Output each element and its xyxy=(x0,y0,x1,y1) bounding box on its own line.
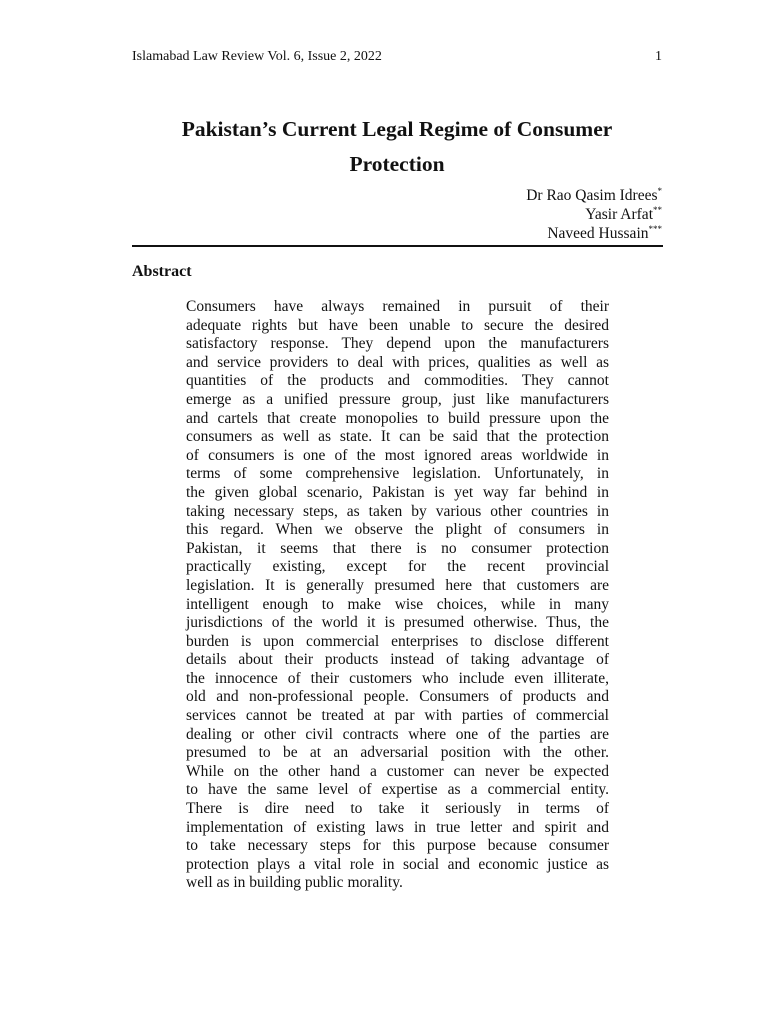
abstract-line: protection plays a vital role in social and economic justice as xyxy=(186,855,609,873)
abstract-line: to take necessary steps for this purpose because consumer xyxy=(186,837,609,855)
author xyxy=(526,205,662,224)
abstract-line: well as in building public morality. xyxy=(186,874,403,892)
abstract-line: Pakistan, it seems that there is no consumer protection xyxy=(186,539,609,557)
abstract-line: intelligent enough to make wise choices, while in many xyxy=(186,595,609,613)
abstract-line: legislation. It is generally presumed here that customers are xyxy=(186,576,609,594)
abstract-line: consumers as well as state. It can be said that the protection xyxy=(186,428,609,446)
author xyxy=(526,224,662,243)
abstract-line: presumed to be at an adversarial position with the other. xyxy=(186,744,609,762)
author-footnote-mark: ** xyxy=(653,205,662,215)
abstract-body xyxy=(186,298,609,893)
paper-title-line-1: Pakistan’s Current Legal Regime of Consumer xyxy=(181,117,613,141)
abstract-line: There is dire need to take it seriously in terms of xyxy=(186,800,609,818)
abstract-line: old and non-professional people. Consumers of products and xyxy=(186,688,609,706)
abstract-line: jurisdictions of the world it is presumed otherwise. Thus, the xyxy=(186,614,609,632)
abstract-line: quantities of the products and commodities. They cannot xyxy=(186,372,609,390)
abstract-heading: Abstract xyxy=(132,263,192,280)
journal-citation: Islamabad Law Review Vol. 6, Issue 2, 2022 xyxy=(132,49,382,64)
running-header xyxy=(132,48,662,66)
abstract-line: dealing or other civil contracts where one of the parties are xyxy=(186,725,609,743)
abstract-line: and service providers to deal with prices, qualities as well as xyxy=(186,353,609,371)
abstract-line: the innocence of their customers who include even illiterate, xyxy=(186,669,609,687)
abstract-line: emerge as a unified pressure group, just like manufacturers xyxy=(186,390,609,408)
author xyxy=(526,186,662,205)
abstract-line: Consumers have always remained in pursuit of their xyxy=(186,298,609,315)
abstract-line: terms of some comprehensive legislation. Unfortunately, in xyxy=(186,465,609,483)
abstract-line: implementation of existing laws in true letter and spirit and xyxy=(186,818,609,836)
author-footnote-mark: *** xyxy=(648,224,662,234)
author-footnote-mark: * xyxy=(657,186,662,196)
author-name: Yasir Arfat xyxy=(585,206,653,223)
paper-title xyxy=(132,112,662,182)
author-name: Dr Rao Qasim Idrees xyxy=(526,187,658,204)
abstract-line: services cannot be treated at par with parties of commercial xyxy=(186,707,609,725)
abstract-line: practically existing, except for the recent provincial xyxy=(186,558,609,576)
abstract-line: adequate rights but have been unable to secure the desired xyxy=(186,316,609,334)
abstract-line: satisfactory response. They depend upon the manufacturers xyxy=(186,335,609,353)
paper-title-line-2: Protection xyxy=(349,152,445,176)
abstract-line: of consumers is one of the most ignored areas worldwide in xyxy=(186,446,609,464)
abstract-line: details about their products instead of taking advantage of xyxy=(186,651,609,669)
author-name: Naveed Hussain xyxy=(547,225,649,242)
abstract-line: this regard. When we observe the plight of consumers in xyxy=(186,521,609,539)
abstract-line: to have the same level of expertise as a commercial entity. xyxy=(186,781,609,799)
horizontal-rule xyxy=(132,245,663,247)
abstract-line: the given global scenario, Pakistan is yet way far behind in xyxy=(186,483,609,501)
abstract-line: taking necessary steps, as taken by various other countries in xyxy=(186,502,609,520)
abstract-line: and cartels that create monopolies to build pressure upon the xyxy=(186,409,609,427)
author-list xyxy=(526,186,662,243)
abstract-line: burden is upon commercial enterprises to disclose different xyxy=(186,632,609,650)
abstract-line: While on the other hand a customer can never be expected xyxy=(186,762,609,780)
page-number: 1 xyxy=(655,49,662,64)
